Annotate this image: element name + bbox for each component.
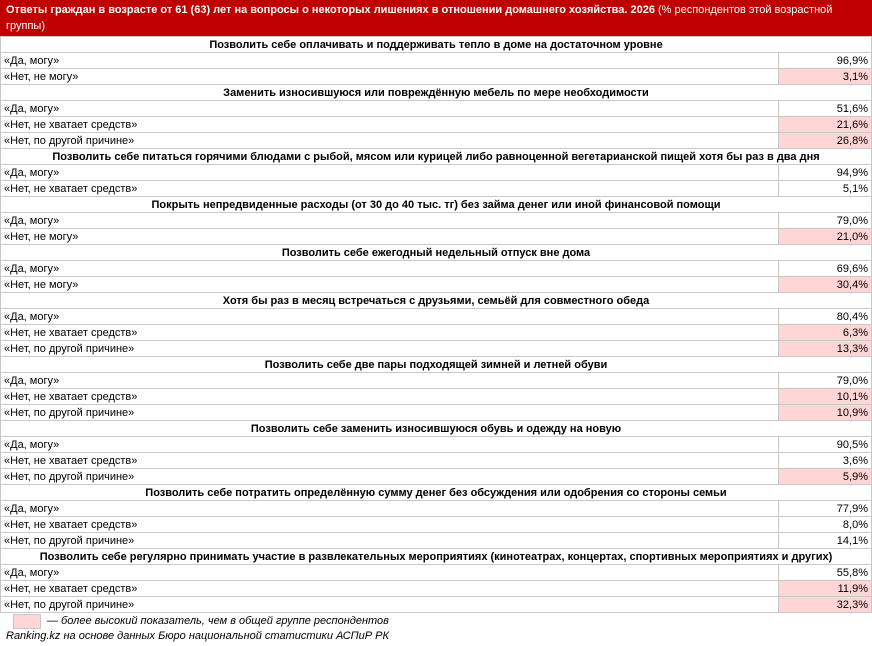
table-body bbox=[1, 37, 872, 613]
answer-label: «Да, могу» bbox=[1, 437, 779, 453]
answer-label: «Нет, не могу» bbox=[1, 69, 779, 85]
table-row bbox=[1, 133, 872, 149]
answer-value: 14,1% bbox=[779, 533, 872, 549]
answer-label: «Нет, не хватает средств» bbox=[1, 181, 779, 197]
answer-label: «Да, могу» bbox=[1, 101, 779, 117]
answer-label: «Нет, по другой причине» bbox=[1, 597, 779, 613]
answer-value: 30,4% bbox=[779, 277, 872, 293]
section-title: Позволить себе оплачивать и поддерживать тепло в доме на достаточном уровне bbox=[1, 37, 872, 53]
table-row bbox=[1, 101, 872, 117]
section-title: Позволить себе две пары подходящей зимней и летней обуви bbox=[1, 357, 872, 373]
table-row bbox=[1, 453, 872, 469]
answer-value: 3,6% bbox=[779, 453, 872, 469]
answer-label: «Нет, не хватает средств» bbox=[1, 517, 779, 533]
answer-label: «Да, могу» bbox=[1, 565, 779, 581]
answer-label: «Нет, по другой причине» bbox=[1, 133, 779, 149]
answer-label: «Нет, по другой причине» bbox=[1, 341, 779, 357]
answer-value: 21,6% bbox=[779, 117, 872, 133]
table-header bbox=[0, 0, 872, 36]
answer-value: 10,1% bbox=[779, 389, 872, 405]
table-row bbox=[1, 517, 872, 533]
section-header-row bbox=[1, 37, 872, 53]
answer-value: 79,0% bbox=[779, 213, 872, 229]
table-row bbox=[1, 325, 872, 341]
section-title: Позволить себе потратить определённую сумму денег без обсуждения или одобрения со стороны семьи bbox=[1, 485, 872, 501]
answer-value: 26,8% bbox=[779, 133, 872, 149]
answer-value: 51,6% bbox=[779, 101, 872, 117]
source-note: Ranking.kz на основе данных Бюро национальной статистики АСПиР РК bbox=[6, 630, 389, 642]
section-header-row bbox=[1, 149, 872, 165]
answer-value: 69,6% bbox=[779, 261, 872, 277]
section-title: Позволить себе питаться горячими блюдами с рыбой, мясом или курицей либо равноценной вегетарианской пищей хотя бы раз в два дня bbox=[1, 149, 872, 165]
answer-label: «Нет, по другой причине» bbox=[1, 533, 779, 549]
answer-label: «Да, могу» bbox=[1, 373, 779, 389]
section-title: Позволить себе ежегодный недельный отпуск вне дома bbox=[1, 245, 872, 261]
section-title: Покрыть непредвиденные расходы (от 30 до 40 тыс. тг) без займа денег или иной финансовой помощи bbox=[1, 197, 872, 213]
answer-label: «Нет, не хватает средств» bbox=[1, 389, 779, 405]
answer-value: 10,9% bbox=[779, 405, 872, 421]
table-row bbox=[1, 389, 872, 405]
answer-value: 3,1% bbox=[779, 69, 872, 85]
answer-label: «Нет, по другой причине» bbox=[1, 469, 779, 485]
answer-value: 13,3% bbox=[779, 341, 872, 357]
answer-value: 96,9% bbox=[779, 53, 872, 69]
table-row bbox=[1, 165, 872, 181]
table-row bbox=[1, 437, 872, 453]
table-row bbox=[1, 181, 872, 197]
table-row bbox=[1, 501, 872, 517]
answer-label: «Нет, по другой причине» bbox=[1, 405, 779, 421]
table-row bbox=[1, 309, 872, 325]
section-header-row bbox=[1, 293, 872, 309]
section-header-row bbox=[1, 197, 872, 213]
answer-value: 90,5% bbox=[779, 437, 872, 453]
header-title: Ответы граждан в возрасте от 61 (63) лет на вопросы о некоторых лишениях в отношении домашнего хозяйства. 2026 bbox=[6, 4, 655, 16]
answer-value: 32,3% bbox=[779, 597, 872, 613]
answer-value: 79,0% bbox=[779, 373, 872, 389]
header-subtitle: (% респондентов этой возрастной группы) bbox=[6, 4, 833, 32]
answer-value: 80,4% bbox=[779, 309, 872, 325]
table-row bbox=[1, 117, 872, 133]
answer-label: «Нет, не хватает средств» bbox=[1, 581, 779, 597]
legend bbox=[0, 613, 872, 629]
table-row bbox=[1, 469, 872, 485]
section-header-row bbox=[1, 485, 872, 501]
legend-swatch bbox=[13, 614, 41, 629]
section-header-row bbox=[1, 421, 872, 437]
answer-value: 55,8% bbox=[779, 565, 872, 581]
answer-label: «Нет, не могу» bbox=[1, 277, 779, 293]
section-header-row bbox=[1, 85, 872, 101]
table-row bbox=[1, 261, 872, 277]
answer-label: «Да, могу» bbox=[1, 53, 779, 69]
answer-label: «Да, могу» bbox=[1, 501, 779, 517]
section-title: Позволить себе заменить износившуюся обувь и одежду на новую bbox=[1, 421, 872, 437]
answer-value: 6,3% bbox=[779, 325, 872, 341]
answer-label: «Нет, не могу» bbox=[1, 229, 779, 245]
answer-value: 21,0% bbox=[779, 229, 872, 245]
answer-label: «Да, могу» bbox=[1, 165, 779, 181]
section-title: Заменить износившуюся или повреждённую мебель по мере необходимости bbox=[1, 85, 872, 101]
table-row bbox=[1, 373, 872, 389]
answer-label: «Нет, не хватает средств» bbox=[1, 325, 779, 341]
answer-value: 77,9% bbox=[779, 501, 872, 517]
answer-value: 94,9% bbox=[779, 165, 872, 181]
answer-label: «Да, могу» bbox=[1, 213, 779, 229]
section-title: Хотя бы раз в месяц встречаться с друзьями, семьёй для совместного обеда bbox=[1, 293, 872, 309]
table-row bbox=[1, 581, 872, 597]
table-row bbox=[1, 405, 872, 421]
table-row bbox=[1, 277, 872, 293]
answer-value: 5,9% bbox=[779, 469, 872, 485]
section-title: Позволить себе регулярно принимать участие в развлекательных мероприятиях (кинотеатрах, концертах, спортивных мероприятиях и других) bbox=[1, 549, 872, 565]
answer-label: «Нет, не хватает средств» bbox=[1, 117, 779, 133]
table-row bbox=[1, 69, 872, 85]
section-header-row bbox=[1, 245, 872, 261]
legend-text: — более высокий показатель, чем в общей группе респондентов bbox=[47, 615, 389, 627]
table-row bbox=[1, 229, 872, 245]
table-row bbox=[1, 533, 872, 549]
answer-value: 5,1% bbox=[779, 181, 872, 197]
answer-label: «Да, могу» bbox=[1, 261, 779, 277]
section-header-row bbox=[1, 549, 872, 565]
answer-label: «Да, могу» bbox=[1, 309, 779, 325]
answer-value: 8,0% bbox=[779, 517, 872, 533]
table-row bbox=[1, 341, 872, 357]
answer-value: 11,9% bbox=[779, 581, 872, 597]
table-row bbox=[1, 213, 872, 229]
table-row bbox=[1, 597, 872, 613]
section-header-row bbox=[1, 357, 872, 373]
table-row bbox=[1, 53, 872, 69]
table-row bbox=[1, 565, 872, 581]
answer-label: «Нет, не хватает средств» bbox=[1, 453, 779, 469]
deprivation-table bbox=[0, 36, 872, 613]
